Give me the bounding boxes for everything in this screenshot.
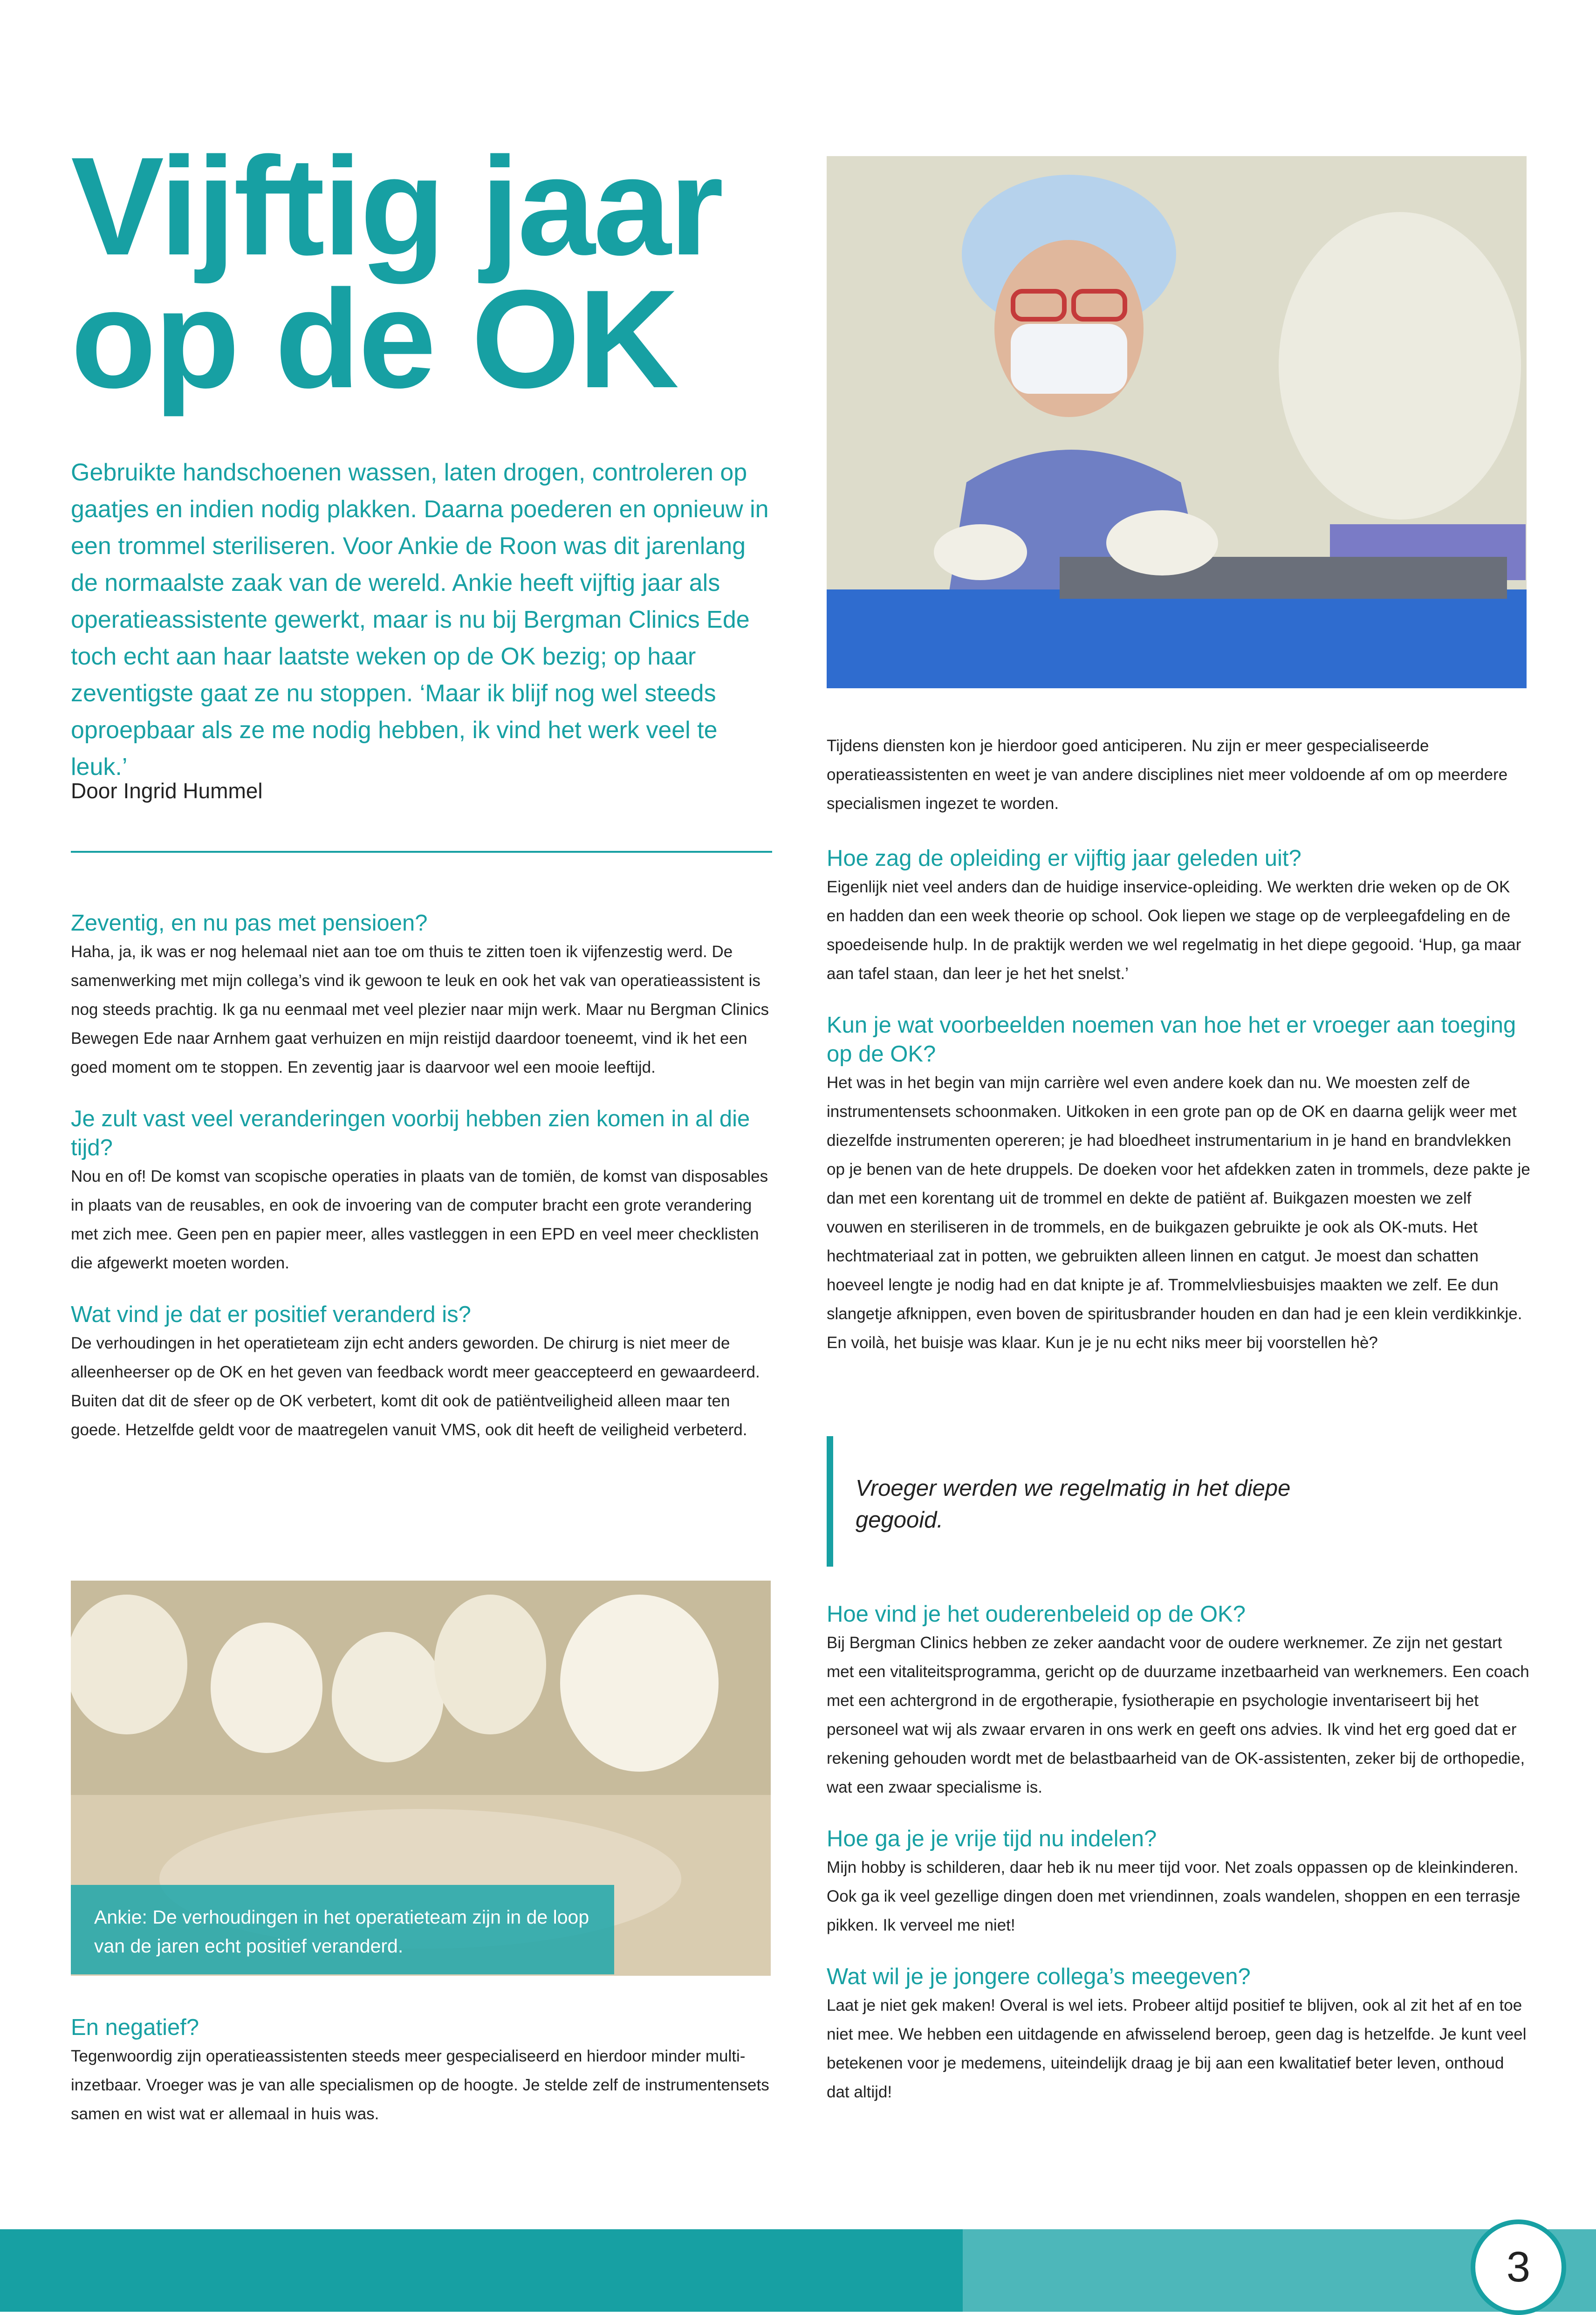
qa-section xyxy=(827,1962,1530,2107)
right-column-bottom xyxy=(827,1600,1530,2129)
qa-section xyxy=(71,1300,770,1445)
qa-section xyxy=(827,1600,1530,1802)
qa-section xyxy=(827,1824,1530,1940)
section-heading: Hoe vind je het ouderenbeleid op de OK? xyxy=(827,1602,1246,1627)
section-body: Laat je niet gek maken! Overal is wel iets. Probeer altijd positief te blijven, ook al zit het af en toe niet mee. We hebben een uitdagende en afwisselend beroep, geen dag is hetzelfde. Je kunt veel betekenen voor je medemens, uiteindelijk draag je bij aan een kwalitatief beter leven, onthoud dat altijd! xyxy=(827,1996,1527,2101)
section-body: Nou en of! De komst van scopische operaties in plaats van de tomiën, de komst van disposables in plaats van de reusables, en ook de invoering van de computer bracht een grote verandering met zich mee. Geen pen en papier meer, alles vastleggen in een EPD en veel meer checklisten die afgewerkt moeten worden. xyxy=(71,1167,768,1272)
title-line-1: Vijftig jaar xyxy=(71,128,722,284)
title-line-2: op de OK xyxy=(71,260,678,417)
left-column-bottom xyxy=(71,2013,770,2151)
footer-bar-left xyxy=(0,2229,963,2312)
section-body: Het was in het begin van mijn carrière wel even andere koek dan nu. We moesten zelf de instrumentensets schoonmaken. Uitkoken in een grote pan op de OK en daarna gelijk weer met diezelfde instrumenten opereren; je had bloedheet instrumentarium in je hand en brandvlekken op je benen van de hete druppels. De doeken voor het afdekken zaten in trommels, deze pakte je dan met een korentang uit de trommel en dekte de patiënt af. Buikgazen moesten we zelf vouwen en steriliseren in de trommels, en de buikgazen gebruikte je ook als OK-muts. Het hechtmateriaal zat in potten, we gebruikten alleen linnen en catgut. Je moest dan schatten hoeveel lengte je nodig had en dat knipte je af. Trommelvliesbuisjes maakten we zelf. Ee dun slangetje afknippen, even boven de spiritusbrander houden en dan had je een klein verdikkinkje. En voilà, het buisje was klaar. Kun je je nu echt niks meer bij voorstellen hè? xyxy=(827,1074,1530,1352)
pull-quote xyxy=(827,1436,1346,1567)
section-body: De verhoudingen in het operatieteam zijn echt anders geworden. De chirurg is niet meer de alleenheerser op de OK en het geven van feedback wordt meer geaccepteerd en gewaardeerd. Buiten dat dit de sfeer op de OK verbetert, komt dit ook de patiëntveiligheid alleen maar ten goede. Hetzelfde geldt voor de maatregelen vanuit VMS, ook dit heeft de veiligheid verbeterd. xyxy=(71,1334,760,1439)
section-body: Tijdens diensten kon je hierdoor goed anticiperen. Nu zijn er meer gespecialiseerde operatieassistenten en weet je van andere disciplines niet meer voldoende af om op meerdere specialismen ingezet te worden. xyxy=(827,737,1508,813)
section-body: Tegenwoordig zijn operatieassistenten steeds meer gespecialiseerd en hierdoor minder multi-inzetbaar. Vroeger was je van alle specialismen op de hoogte. Je stelde zelf de instrumentensets samen en wist wat er allemaal in huis was. xyxy=(71,2047,769,2123)
qa-section xyxy=(71,1104,770,1278)
section-heading: Je zult vast veel veranderingen voorbij hebben zien komen in al die tijd? xyxy=(71,1106,750,1160)
section-heading: Kun je wat voorbeelden noemen van hoe het er vroeger aan toeging op de OK? xyxy=(827,1013,1516,1067)
section-body: Mijn hobby is schilderen, daar heb ik nu meer tijd voor. Net zoals oppassen op de kleinkinderen. Ook ga ik veel gezellige dingen doen met vriendinnen, zoals wandelen, shoppen en een terrasje pikken. Ik verveel me niet! xyxy=(827,1858,1521,1934)
section-heading: Wat wil je je jongere collega’s meegeven? xyxy=(827,1964,1251,1989)
qa-section xyxy=(827,1011,1530,1357)
section-body: Eigenlijk niet veel anders dan de huidige inservice-opleiding. We werkten drie weken op de OK en hadden dan een week theorie op school. Ook liepen we stage op de verpleegafdeling en de spoedeisende hulp. In de praktijk werden we wel regelmatig in het diepe gegooid. ‘Hup, ga maar aan tafel staan, dan leer je het het snelst.’ xyxy=(827,878,1521,983)
section-body: Haha, ja, ik was er nog helemaal niet aan toe om thuis te zitten toen ik vijfenzestig werd. De samenwerking met mijn collega’s vind ik gewoon te leuk en ook het vak van operatieassistent is nog steeds prachtig. Ik ga nu eenmaal met veel plezier naar mijn werk. Maar nu Bergman Clinics Bewegen Ede naar Arnhem gaat verhuizen en mijn reistijd daardoor toeneemt, vind ik het een goed moment om te stoppen. En zeventig jaar is daarvoor wel een mooie leeftijd. xyxy=(71,943,769,1076)
pull-quote-text: Vroeger werden we regelmatig in het diepe gegooid. xyxy=(856,1476,1291,1533)
page-number: 3 xyxy=(1471,2219,1566,2315)
section-heading: Zeventig, en nu pas met pensioen? xyxy=(71,911,428,936)
byline: Door Ingrid Hummel xyxy=(71,779,263,803)
section-heading: En negatief? xyxy=(71,2015,199,2040)
photo-caption: Ankie: De verhoudingen in het operatieteam zijn in de loop van de jaren echt positief veranderd. xyxy=(71,1885,614,1974)
right-column-top xyxy=(827,732,1530,1380)
qa-section xyxy=(827,844,1530,988)
section-heading: Wat vind je dat er positief veranderd is? xyxy=(71,1302,471,1327)
section-heading: Hoe zag de opleiding er vijftig jaar geleden uit? xyxy=(827,846,1301,871)
intro-lead: Gebruikte handschoenen wassen, laten drogen, controleren op gaatjes en indien nodig plakken. Daarna poederen en opnieuw in een trommel steriliseren. Voor Ankie de Roon was dit jarenlang de normaalste zaak van de wereld. Ankie heeft vijftig jaar als operatieassistente gewerkt, maar is nu bij Bergman Clinics Ede toch echt aan haar laatste weken op de OK bezig; op haar zeventigste gaat ze nu stoppen. ‘Maar ik blijf nog wel steeds oproepbaar als ze me nodig hebben, ik vind het werk veel te leuk.’ xyxy=(71,459,769,781)
section-heading: Hoe ga je je vrije tijd nu indelen? xyxy=(827,1826,1157,1851)
photo-nurse-illustration xyxy=(827,156,1527,688)
continued-paragraph xyxy=(827,732,1530,818)
photo-nurse-in-or xyxy=(827,156,1527,688)
qa-section xyxy=(71,2013,770,2129)
divider xyxy=(71,851,772,853)
left-column-top xyxy=(71,909,770,1467)
qa-section xyxy=(71,909,770,1082)
article-title xyxy=(71,128,770,417)
section-body: Bij Bergman Clinics hebben ze zeker aandacht voor de oudere werknemer. Ze zijn net gestart met een vitaliteitsprogramma, gericht op de duurzame inzetbaarheid van werknemers. Een coach met een achtergrond in de ergotherapie, fysiotherapie en psychologie inventariseert bij het personeel wat wij als zwaar ervaren in ons werk en geeft ons advies. Ik vind het erg goed dat er rekening gehouden wordt met de belastbaarheid van de OK-assistenten, zeker bij de orthopedie, wat een zwaar specialisme is. xyxy=(827,1634,1529,1796)
